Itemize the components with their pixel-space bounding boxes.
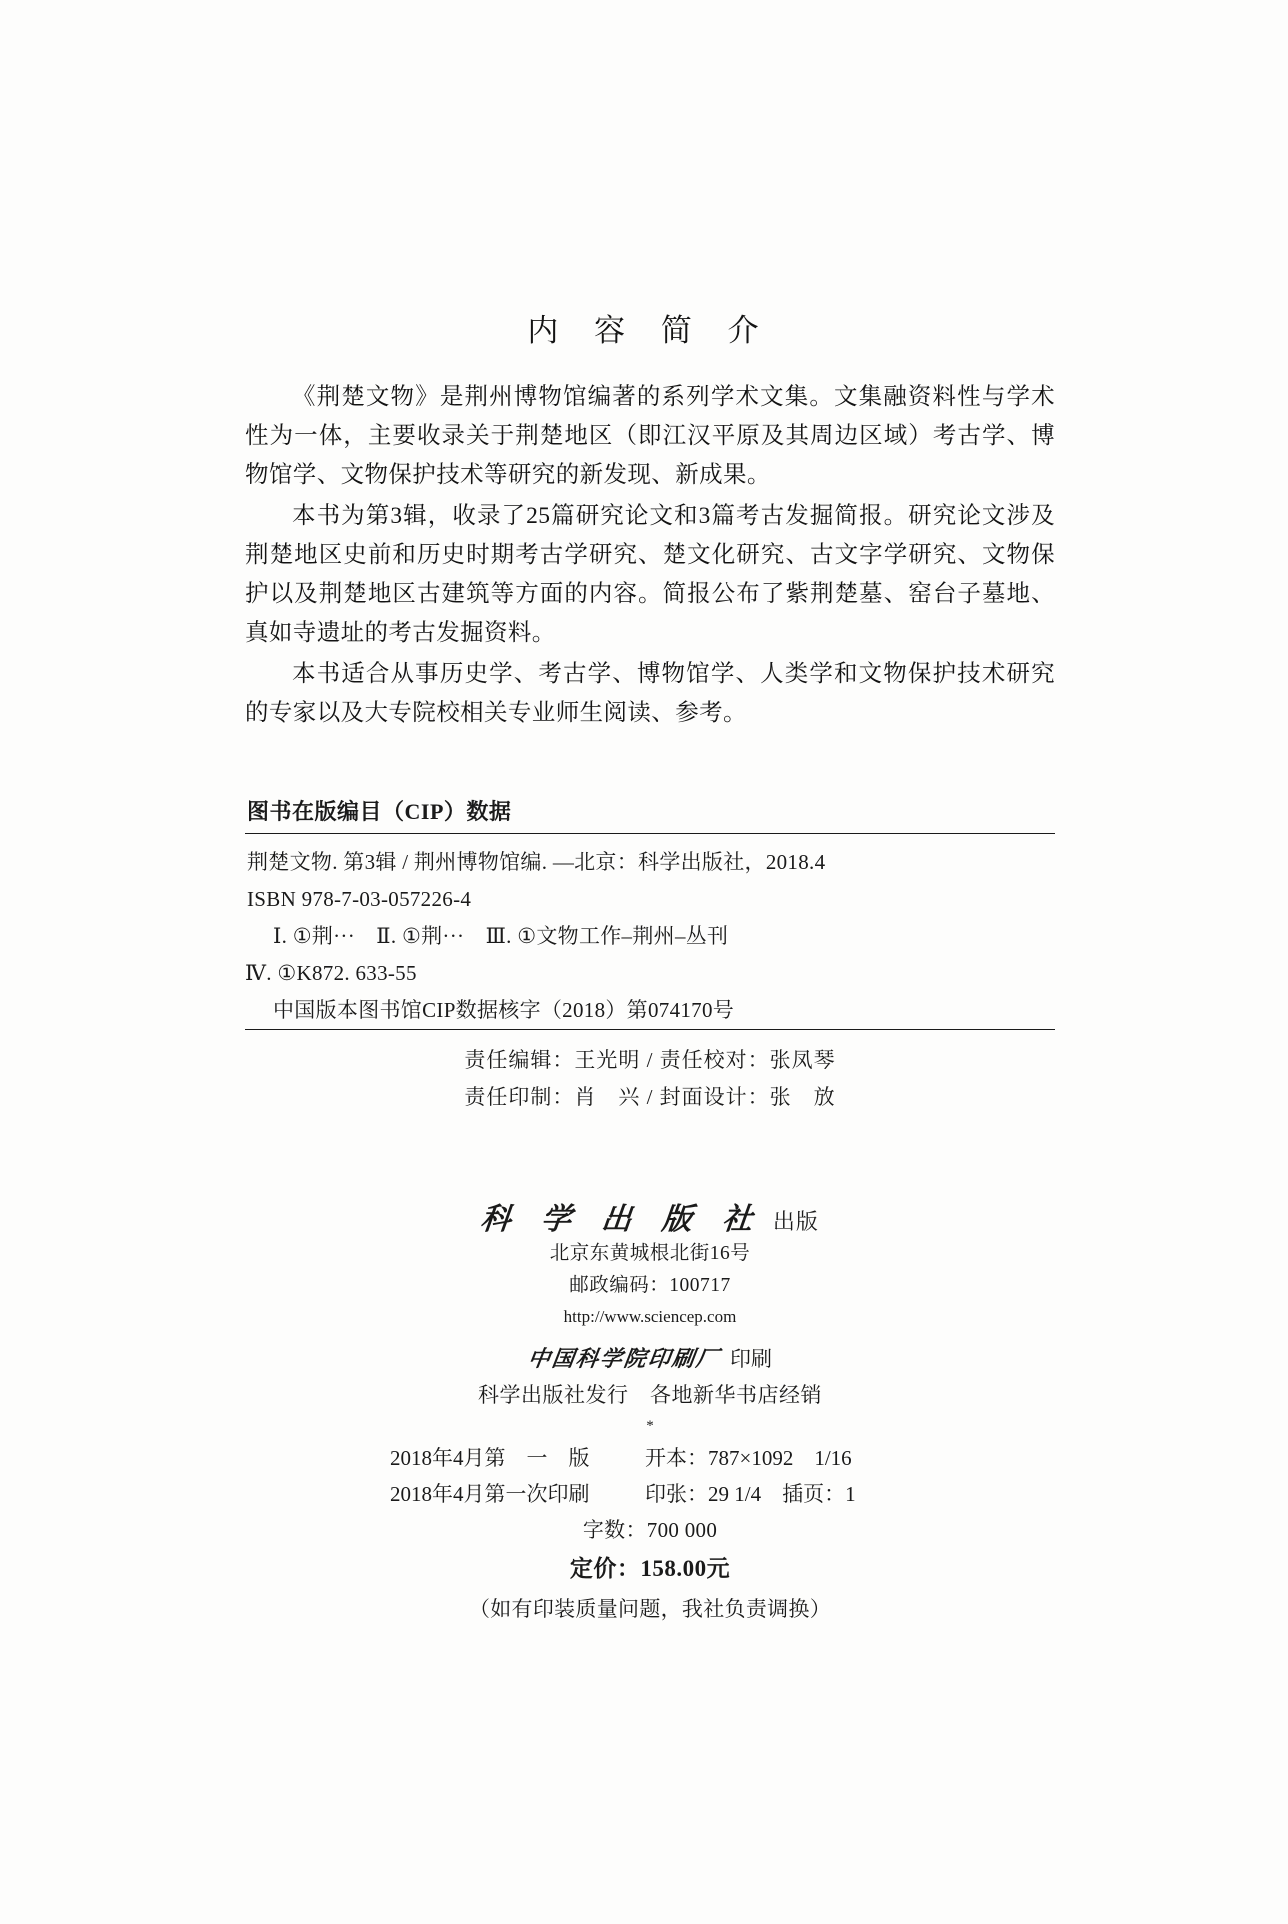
price-line: 定价：158.00元	[569, 1556, 731, 1581]
word-count: 字数：700 000	[582, 1518, 718, 1542]
intro-paragraph-3: 本书适合从事历史学、考古学、博物馆学、人类学和文物保护技术研究的专家以及大专院校相关专业师生阅读、参考。	[245, 661, 1055, 726]
staff-editor-line: 责任编辑：王光明 / 责任校对：张凤琴	[464, 1048, 836, 1072]
cip-heading: 图书在版编目（CIP）数据	[247, 799, 512, 824]
cip-top-divider	[245, 833, 1055, 834]
printer-row	[245, 1342, 1055, 1376]
edition-spec-table	[390, 1440, 910, 1512]
publisher-url[interactable]: http://www.sciencep.com	[563, 1307, 737, 1326]
staff-credits	[245, 1042, 1055, 1116]
intro-paragraph-2: 本书为第3辑，收录了25篇研究论文和3篇考古发掘简报。研究论文涉及荆楚地区史前和历史时期考古学研究、楚文化研究、古文字学研究、文物保护以及荆楚地区古建筑等方面的内容。简报公布了紫荆楚墓、窑台子墓地、真如寺遗址的考古发掘资料。	[245, 503, 1055, 646]
edition-spec-row-2	[390, 1476, 910, 1512]
intro-paragraph-1: 《荆楚文物》是荆州博物馆编著的系列学术文集。文集融资料性与学术性为一体，主要收录关于荆楚地区（即江汉平原及其周边区域）考古学、博物馆学、文物保护技术等研究的新发现、新成果。	[245, 384, 1055, 488]
page-title: 内 容 简 介	[527, 313, 773, 348]
separator-star: *	[646, 1418, 654, 1434]
edition-spec-row-1	[390, 1440, 910, 1476]
cip-line-classification: Ⅰ. ①荆··· Ⅱ. ①荆··· Ⅲ. ①文物工作–荆州–丛刊	[273, 924, 729, 948]
cip-line-citation: 荆楚文物. 第3辑 / 荆州博物馆编. —北京：科学出版社，2018.4	[247, 850, 826, 874]
publisher-suffix: 出版	[772, 1209, 819, 1234]
publisher-block	[245, 1194, 1055, 1628]
cip-line-catalog-number: 中国版本图书馆CIP数据核字（2018）第074170号	[273, 998, 735, 1022]
sheet-count: 印张：29 1/4 插页：1	[645, 1482, 856, 1506]
cip-line-classification-4: Ⅳ. ①K872. 633-55	[245, 961, 417, 985]
publisher-logo-row	[245, 1194, 1055, 1238]
book-format: 开本：787×1092 1/16	[645, 1446, 852, 1470]
cip-block	[245, 795, 1055, 1030]
printer-suffix: 印刷	[730, 1347, 772, 1371]
printer-logo: 中国科学院印刷厂	[526, 1346, 722, 1372]
quality-note: （如有印装质量问题，我社负责调换）	[468, 1597, 832, 1621]
cip-bottom-divider	[245, 1029, 1055, 1030]
science-press-logo: 科 学 出 版 社	[478, 1202, 765, 1237]
page-content	[245, 0, 1055, 1628]
printing-date: 2018年4月第一次印刷	[390, 1482, 590, 1506]
staff-production-line: 责任印制：肖 兴 / 封面设计：张 放	[464, 1085, 836, 1109]
publisher-address: 北京东黄城根北街16号	[549, 1243, 751, 1264]
distribution-line: 科学出版社发行 各地新华书店经销	[478, 1383, 822, 1407]
edition-date: 2018年4月第 一 版	[390, 1446, 590, 1470]
cip-line-isbn: ISBN 978-7-03-057226-4	[247, 887, 472, 911]
introduction-section	[245, 378, 1055, 733]
publisher-postcode: 邮政编码：100717	[569, 1275, 731, 1296]
